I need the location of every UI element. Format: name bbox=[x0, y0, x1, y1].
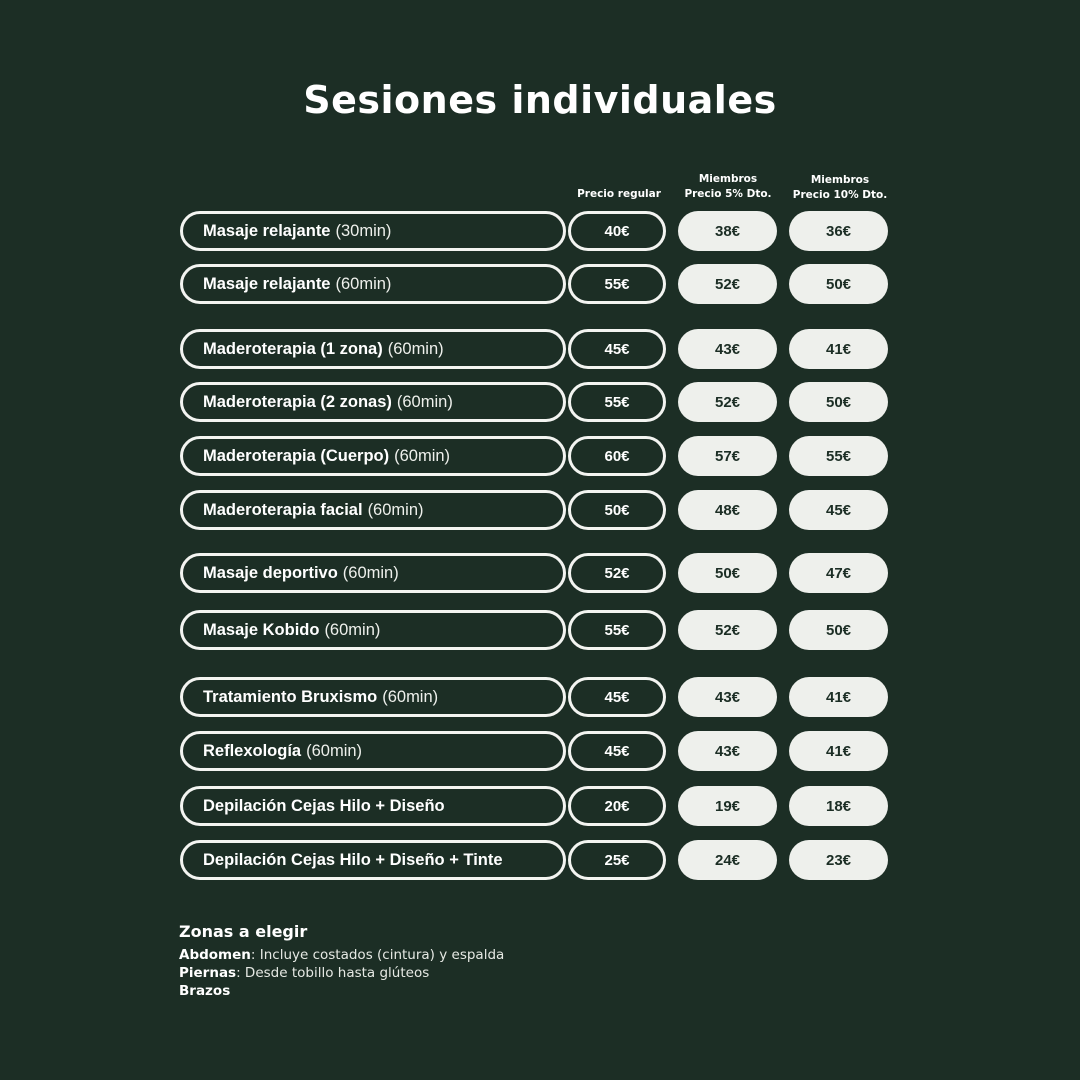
service-name-pill bbox=[180, 610, 566, 650]
service-row bbox=[0, 610, 1080, 650]
members-5-price: 19€ bbox=[678, 786, 777, 826]
service-name-pill bbox=[180, 677, 566, 717]
members-10-price: 45€ bbox=[789, 490, 888, 530]
service-name: Reflexología bbox=[203, 741, 302, 760]
zones-title: Zonas a elegir bbox=[179, 922, 308, 941]
service-duration: (60min) bbox=[342, 563, 399, 582]
header-members10-line2: Precio 10% Dto. bbox=[792, 189, 888, 201]
service-duration: (60min) bbox=[382, 687, 439, 706]
members-10-price: 50€ bbox=[789, 382, 888, 422]
zone-line bbox=[179, 982, 879, 1000]
zone-name: Brazos bbox=[179, 983, 231, 999]
service-name: Masaje Kobido bbox=[203, 620, 320, 639]
members-10-price: 47€ bbox=[789, 553, 888, 593]
zone-line bbox=[179, 946, 879, 964]
service-duration: (60min) bbox=[396, 392, 453, 411]
service-name-pill bbox=[180, 490, 566, 530]
members-10-price: 41€ bbox=[789, 731, 888, 771]
service-name-pill bbox=[180, 211, 566, 251]
service-name: Maderoterapia (1 zona) bbox=[203, 339, 383, 358]
service-name-pill bbox=[180, 382, 566, 422]
regular-price: 40€ bbox=[568, 211, 666, 251]
service-duration: (30min) bbox=[335, 221, 392, 240]
members-10-price: 36€ bbox=[789, 211, 888, 251]
service-name: Masaje deportivo bbox=[203, 563, 338, 582]
page-title: Sesiones individuales bbox=[303, 78, 777, 122]
members-5-price: 38€ bbox=[678, 211, 777, 251]
service-row bbox=[0, 436, 1080, 476]
service-name-pill bbox=[180, 329, 566, 369]
service-duration: (60min) bbox=[387, 339, 444, 358]
regular-price: 45€ bbox=[568, 731, 666, 771]
zone-name: Abdomen bbox=[179, 947, 251, 963]
service-name-pill bbox=[180, 731, 566, 771]
header-regular-label: Precio regular bbox=[577, 188, 661, 200]
service-name: Maderoterapia facial bbox=[203, 500, 363, 519]
members-10-price: 50€ bbox=[789, 610, 888, 650]
service-row bbox=[0, 786, 1080, 826]
service-name-pill bbox=[180, 436, 566, 476]
members-5-price: 48€ bbox=[678, 490, 777, 530]
service-name: Tratamiento Bruxismo bbox=[203, 687, 378, 706]
service-row bbox=[0, 329, 1080, 369]
members-5-price: 57€ bbox=[678, 436, 777, 476]
regular-price: 55€ bbox=[568, 382, 666, 422]
members-5-price: 43€ bbox=[678, 329, 777, 369]
members-10-price: 41€ bbox=[789, 677, 888, 717]
service-name-pill bbox=[180, 264, 566, 304]
service-name: Depilación Cejas Hilo + Diseño + Tinte bbox=[203, 850, 503, 869]
service-name-pill bbox=[180, 553, 566, 593]
members-10-price: 55€ bbox=[789, 436, 888, 476]
members-5-price: 24€ bbox=[678, 840, 777, 880]
service-name-pill bbox=[180, 840, 566, 880]
members-10-price: 41€ bbox=[789, 329, 888, 369]
service-duration: (60min) bbox=[324, 620, 381, 639]
service-row bbox=[0, 840, 1080, 880]
service-row bbox=[0, 211, 1080, 251]
service-duration: (60min) bbox=[367, 500, 424, 519]
regular-price: 45€ bbox=[568, 677, 666, 717]
service-name: Maderoterapia (Cuerpo) bbox=[203, 446, 390, 465]
service-name: Masaje relajante bbox=[203, 274, 331, 293]
zone-desc: : Incluye costados (cintura) y espalda bbox=[250, 947, 505, 963]
regular-price: 60€ bbox=[568, 436, 666, 476]
members-5-price: 52€ bbox=[678, 264, 777, 304]
zones-section bbox=[179, 922, 879, 1000]
regular-price: 50€ bbox=[568, 490, 666, 530]
service-row bbox=[0, 264, 1080, 304]
service-row bbox=[0, 677, 1080, 717]
regular-price: 25€ bbox=[568, 840, 666, 880]
regular-price: 52€ bbox=[568, 553, 666, 593]
regular-price: 55€ bbox=[568, 264, 666, 304]
zone-line bbox=[179, 964, 879, 982]
members-5-price: 52€ bbox=[678, 382, 777, 422]
members-10-price: 18€ bbox=[789, 786, 888, 826]
service-name: Masaje relajante bbox=[203, 221, 331, 240]
service-row bbox=[0, 553, 1080, 593]
service-duration: (60min) bbox=[335, 274, 392, 293]
members-10-price: 50€ bbox=[789, 264, 888, 304]
zone-name: Piernas bbox=[179, 965, 237, 981]
regular-price: 45€ bbox=[568, 329, 666, 369]
header-members5-line1: Miembros bbox=[698, 173, 758, 185]
members-10-price: 23€ bbox=[789, 840, 888, 880]
zone-desc: : Desde tobillo hasta glúteos bbox=[236, 965, 430, 981]
members-5-price: 43€ bbox=[678, 677, 777, 717]
regular-price: 20€ bbox=[568, 786, 666, 826]
header-members5-line2: Precio 5% Dto. bbox=[684, 188, 772, 200]
service-duration: (60min) bbox=[394, 446, 451, 465]
service-name-pill bbox=[180, 786, 566, 826]
members-5-price: 50€ bbox=[678, 553, 777, 593]
service-name: Maderoterapia (2 zonas) bbox=[203, 392, 392, 411]
service-duration: (60min) bbox=[306, 741, 363, 760]
service-row bbox=[0, 490, 1080, 530]
service-row bbox=[0, 382, 1080, 422]
members-5-price: 52€ bbox=[678, 610, 777, 650]
members-5-price: 43€ bbox=[678, 731, 777, 771]
regular-price: 55€ bbox=[568, 610, 666, 650]
service-name: Depilación Cejas Hilo + Diseño bbox=[203, 796, 445, 815]
header-members10-line1: Miembros bbox=[810, 174, 870, 186]
service-row bbox=[0, 731, 1080, 771]
